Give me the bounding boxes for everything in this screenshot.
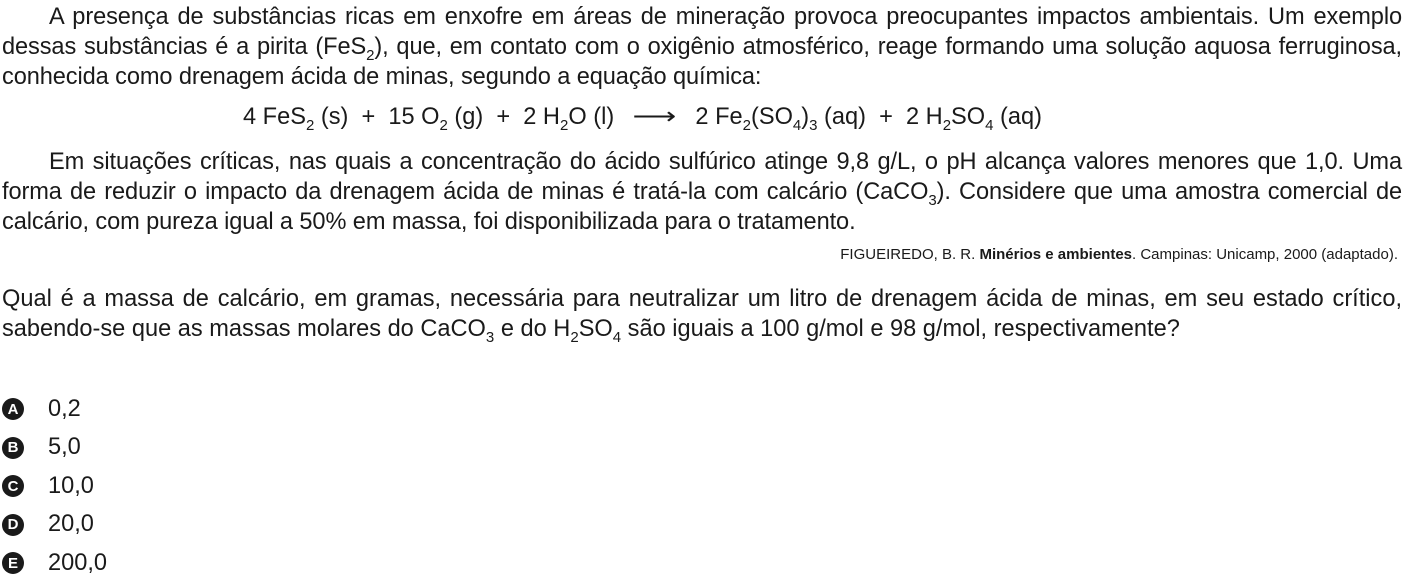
- option-letter-badge: E: [2, 552, 24, 574]
- passage-text: ). Considere que uma amostra comercial de calcário, com pureza igual a 50% em massa, foi disponibilizada para o tratamento.: [2, 179, 1402, 235]
- option-letter-badge: D: [2, 514, 24, 536]
- subscript: 2: [366, 47, 375, 64]
- answer-option-b[interactable]: [2, 429, 107, 468]
- answer-option-c[interactable]: [2, 467, 107, 506]
- option-text: 200,0: [48, 549, 108, 576]
- equation-term: 2 Fe: [682, 104, 743, 130]
- passage-paragraph-1: [2, 2, 1402, 92]
- question-text: SO: [578, 316, 613, 342]
- subscript: 2: [559, 117, 569, 134]
- option-text: 5,0: [48, 434, 81, 461]
- equation-term: (g) + 2 H: [447, 104, 560, 130]
- equation-term: O (l): [568, 104, 628, 130]
- equation-term: (SO: [750, 104, 793, 130]
- equation-term: 4 FeS: [243, 104, 306, 130]
- subscript: 2: [305, 117, 315, 134]
- equation-term: (s) + 15 O: [314, 104, 440, 130]
- chemical-equation: [243, 102, 1042, 132]
- question-text: são iguais a 100 g/mol e 98 g/mol, respectivamente?: [621, 316, 1180, 342]
- citation-title: Minérios e ambientes: [979, 246, 1133, 263]
- subscript: 3: [928, 192, 937, 209]
- equation-term: (aq): [993, 104, 1042, 130]
- answer-option-a[interactable]: [2, 390, 107, 429]
- subscript: 3: [485, 329, 495, 346]
- subscript: 2: [439, 117, 448, 134]
- citation-author: FIGUEIREDO, B. R.: [840, 246, 980, 263]
- option-letter-badge: C: [2, 475, 24, 497]
- equation-term: (aq) + 2 H: [817, 104, 943, 130]
- answer-option-e[interactable]: [2, 544, 107, 583]
- answer-options: [2, 390, 107, 583]
- equation-term: ): [801, 104, 810, 130]
- passage-text: A presença de substâncias ricas em enxofre em áreas de mineração provoca preocupantes impactos ambientais. Um exemplo dessas substâncias é a pirita (FeS: [2, 4, 1402, 60]
- question-text: e do H: [494, 316, 571, 342]
- subscript: 2: [942, 117, 952, 134]
- option-letter-badge: B: [2, 437, 24, 459]
- answer-option-d[interactable]: [2, 506, 107, 545]
- passage-text: Em situações críticas, nas quais a concentração do ácido sulfúrico atinge 9,8 g/L, o pH alcança valores menores que 1,0. Uma forma de reduzir o impacto da drenagem ácida de minas é tratá-la com calcário (CaCO: [2, 149, 1402, 205]
- passage-text: ), que, em contato com o oxigênio atmosférico, reage formando uma solução aquosa ferruginosa, conhecida como drenagem ácida de minas, segundo a equação química:: [2, 34, 1402, 90]
- equation-term: SO: [951, 104, 986, 130]
- option-letter-badge: A: [2, 398, 24, 420]
- option-text: 10,0: [48, 472, 94, 499]
- passage-paragraph-2: [2, 147, 1402, 237]
- question-stem: [2, 284, 1402, 344]
- subscript: 3: [809, 117, 818, 134]
- question-text: Qual é a massa de calcário, em gramas, necessária para neutralizar um litro de drenagem ácida de minas, em seu estado crítico, sabendo-se que as massas molares do CaCO: [2, 286, 1402, 342]
- option-text: 0,2: [48, 395, 81, 422]
- reaction-arrow-icon: ⟶: [632, 104, 677, 130]
- source-citation: [840, 245, 1398, 265]
- subscript: 4: [792, 117, 802, 134]
- citation-details: . Campinas: Unicamp, 2000 (adaptado).: [1132, 246, 1398, 263]
- option-text: 20,0: [48, 511, 94, 538]
- subscript: 2: [742, 117, 751, 134]
- subscript: 2: [570, 329, 579, 346]
- subscript: 4: [985, 117, 994, 134]
- subscript: 4: [612, 329, 622, 346]
